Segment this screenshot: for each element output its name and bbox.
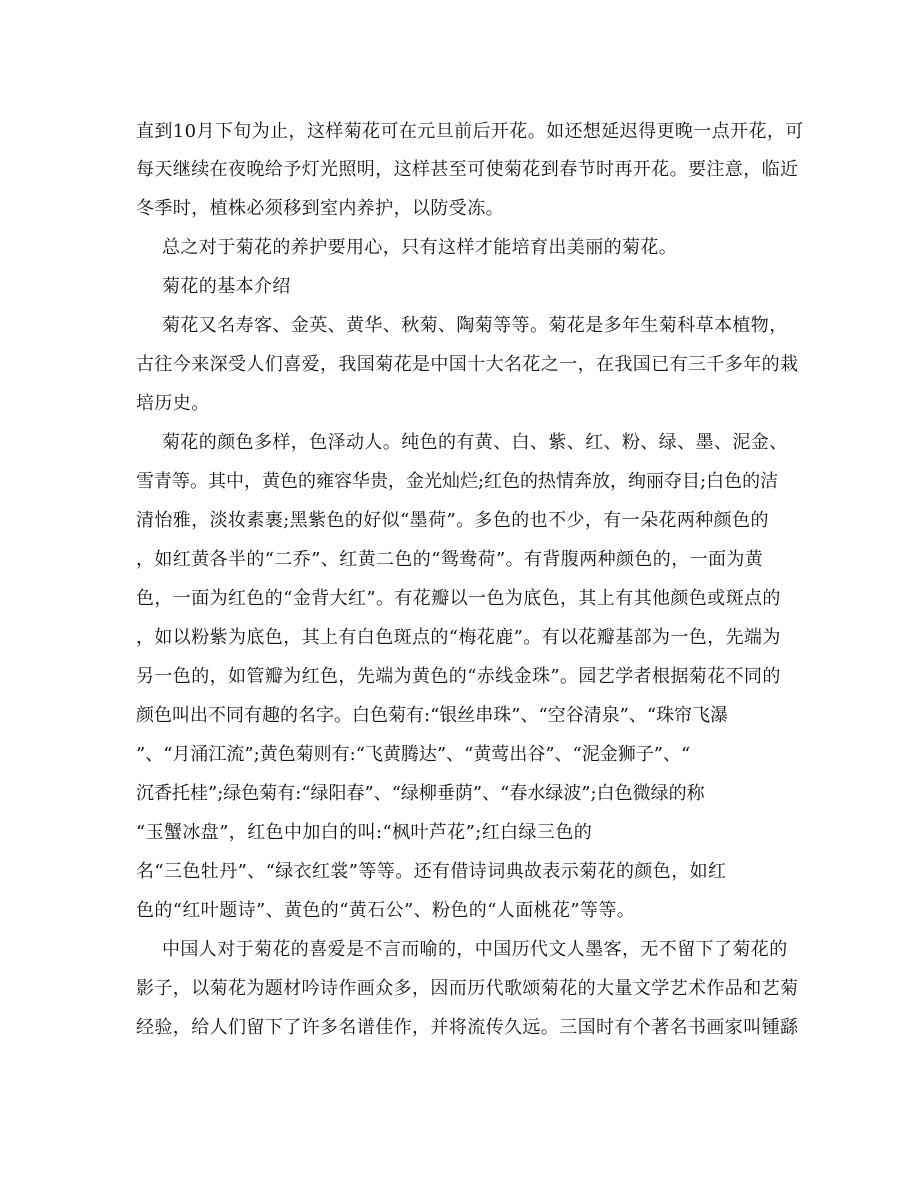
section-heading: 菊花的基本介绍 [162,276,291,297]
paragraph-line: ，如以粉紫为底色，其上有白色斑点的“梅花鹿”。有以花瓣基部为一色，先端为 [136,627,781,648]
paragraph-line: 直到10月下旬为止，这样菊花可在元旦前后开花。如还想延迟得更晚一点开花，可 [136,121,804,142]
paragraph-line: 冬季时，植株必须移到室内养护，以防受冻。 [136,198,504,219]
paragraph-line: 菊花又名寿客、金英、黄华、秋菊、陶菊等等。菊花是多年生菊科草本植物， [162,315,788,336]
paragraph-line: 经验，给人们留下了许多名谱佳作，并将流传久远。三国时有个著名书画家叫锺繇 [136,1017,799,1038]
paragraph-line: ，如红黄各半的“二乔”、红黄二色的“鸳鸯荷”。有背腹两种颜色的，一面为黄 [136,549,764,570]
paragraph-line: 培历史。 [136,393,210,414]
paragraph-line: 雪青等。其中，黄色的雍容华贵，金光灿烂;红色的热情奔放，绚丽夺目;白色的洁 [136,471,779,492]
paragraph-line: 菊花的颜色多样，色泽动人。纯色的有黄、白、紫、红、粉、绿、墨、泥金、 [162,432,788,453]
paragraph-line: 古往今来深受人们喜爱，我国菊花是中国十大名花之一，在我国已有三千多年的栽 [136,354,799,375]
paragraph-line: 影子，以菊花为题材吟诗作画众多，因而历代歌颂菊花的大量文学艺术作品和艺菊 [136,978,799,999]
paragraph-line: 名“三色牡丹”、“绿衣红裳”等等。还有借诗词典故表示菊花的颜色，如红 [136,861,727,882]
paragraph-line: 中国人对于菊花的喜爱是不言而喻的，中国历代文人墨客，无不留下了菊花的 [162,939,788,960]
paragraph-line: 总之对于菊花的养护要用心，只有这样才能培育出美丽的菊花。 [162,237,678,258]
paragraph-line: ”、“月涌江流”;黄色菊则有:“飞黄腾达”、“黄莺出谷”、“泥金狮子”、“ [136,744,691,765]
paragraph-line: “玉蟹冰盘”，红色中加白的叫:“枫叶芦花”;红白绿三色的 [136,822,593,843]
paragraph-line: 色的“红叶题诗”、黄色的“黄石公”、粉色的“人面桃花”等等。 [136,900,636,921]
paragraph-line: 清怡雅，淡妆素裹;黑紫色的好似“墨荷”。多色的也不少，有一朵花两种颜色的 [136,510,769,531]
paragraph-line: 每天继续在夜晚给予灯光照明，这样甚至可使菊花到春节时再开花。要注意，临近 [136,159,799,180]
paragraph-line: 沉香托桂”;绿色菊有:“绿阳春”、“绿柳垂荫”、“春水绿波”;白色微绿的称 [136,783,705,804]
paragraph-line: 色，一面为红色的“金背大红”。有花瓣以一色为底色，其上有其他颜色或斑点的 [136,588,781,609]
paragraph-line: 颜色叫出不同有趣的名字。白色菊有:“银丝串珠”、“空谷清泉”、“珠帘飞瀑 [136,705,729,726]
paragraph-line: 另一色的，如管瓣为红色，先端为黄色的“赤线金珠”。园艺学者根据菊花不同的 [136,666,781,687]
